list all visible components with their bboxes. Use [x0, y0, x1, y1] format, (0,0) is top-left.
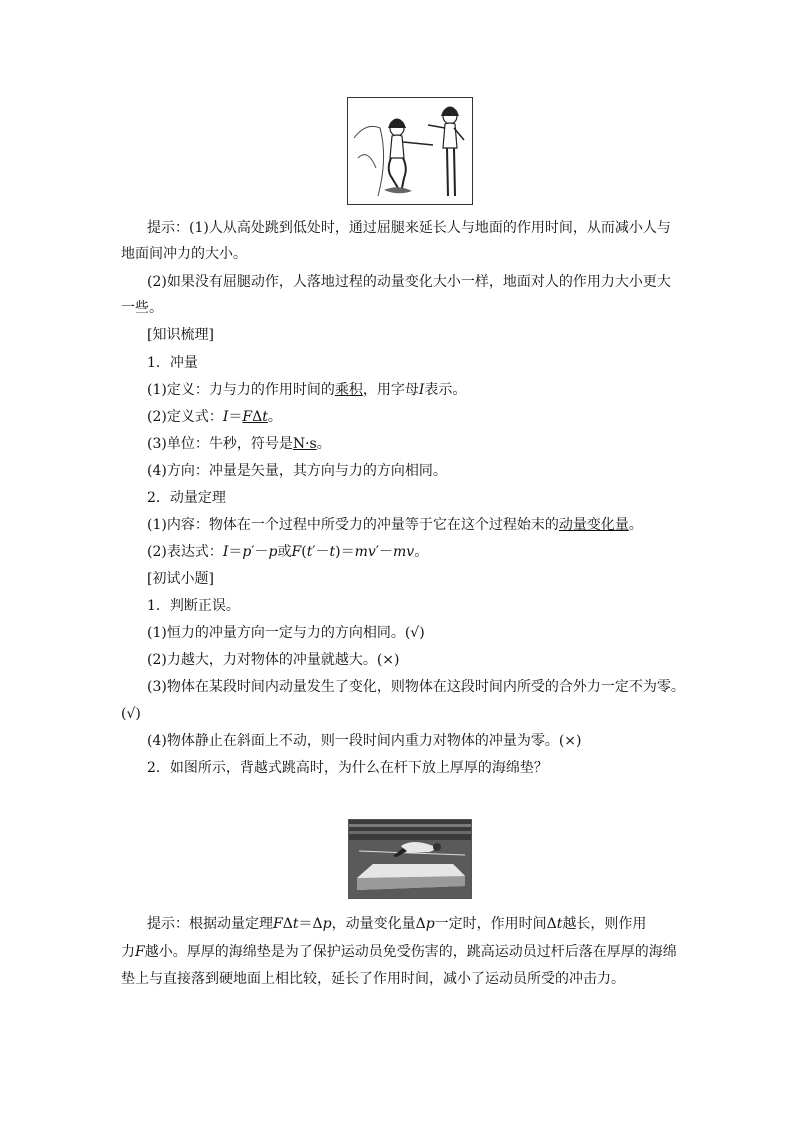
- blank-product: 乘积: [334, 382, 363, 398]
- theorem-content: (1)内容：物体在一个过程中所受力的冲量等于它在这个过程始末的动量变化量。: [147, 517, 643, 533]
- high-jump-illustration: [349, 820, 471, 898]
- quiz-item-3-answer: (√): [121, 706, 141, 722]
- question-1-heading: 1．判断正误。: [147, 598, 240, 614]
- hint-2-line-2: 一些。: [121, 300, 163, 316]
- question-2: 2．如图所示，背越式跳高时，为什么在杆下放上厚厚的海绵垫？: [147, 760, 548, 776]
- heading-momentum-theorem: 2．动量定理: [147, 490, 226, 506]
- impulse-direction: (4)方向：冲量是矢量，其方向与力的方向相同。: [147, 463, 447, 479]
- answer-2-line-1: 提示：根据动量定理FΔt＝Δp，动量变化量Δp一定时，作用时间Δt越长，则作用: [147, 916, 647, 932]
- impulse-unit: (3)单位：牛秒，符号是N·s。: [147, 436, 331, 452]
- answer-2-line-3: 垫上与直接落到硬地面上相比较，延长了作用时间，减小了运动员所受的冲击力。: [121, 971, 625, 987]
- figure-jumping-girls: [347, 97, 473, 205]
- impulse-definition: (1)定义：力与力的作用时间的乘积，用字母I表示。: [147, 382, 467, 398]
- section-heading-knowledge: [知识梳理]: [147, 327, 214, 343]
- answer-2-line-2: 力F越小。厚厚的海绵垫是为了保护运动员免受伤害的，跳高运动员过杆后落在厚厚的海绵: [121, 944, 677, 960]
- jumping-girls-illustration: [348, 98, 472, 204]
- hint-1-line-2: 地面间冲力的大小。: [121, 246, 247, 262]
- quiz-item-1: (1)恒力的冲量方向一定与力的方向相同。(√): [147, 625, 425, 641]
- quiz-item-3: (3)物体在某段时间内动量发生了变化，则物体在这段时间内所受的合外力一定不为零。: [147, 679, 685, 695]
- quiz-item-4: (4)物体静止在斜面上不动，则一段时间内重力对物体的冲量为零。(×): [147, 733, 582, 749]
- blank-formula: FΔt: [242, 409, 268, 425]
- hint-2-line-1: (2)如果没有屈腿动作，人落地过程的动量变化大小一样，地面对人的作用力大小更大: [147, 274, 671, 290]
- figure-high-jump-photo: [348, 819, 472, 899]
- blank-momentum-change: 动量变化量: [558, 517, 629, 533]
- hint-1-line-1: 提示：(1)人从高处跳到低处时，通过屈腿来延长人与地面的作用时间，从而减小人与: [147, 220, 671, 236]
- section-heading-quiz: [初试小题]: [147, 571, 214, 587]
- quiz-item-2: (2)力越大，力对物体的冲量就越大。(×): [147, 652, 400, 668]
- impulse-formula: (2)定义式：I＝FΔt。: [147, 409, 282, 425]
- theorem-expression: (2)表达式：I＝p′－p或F(t′－t)＝mv′－mv。: [147, 544, 429, 560]
- heading-impulse: 1．冲量: [147, 355, 198, 371]
- blank-unit: N·s: [292, 436, 317, 452]
